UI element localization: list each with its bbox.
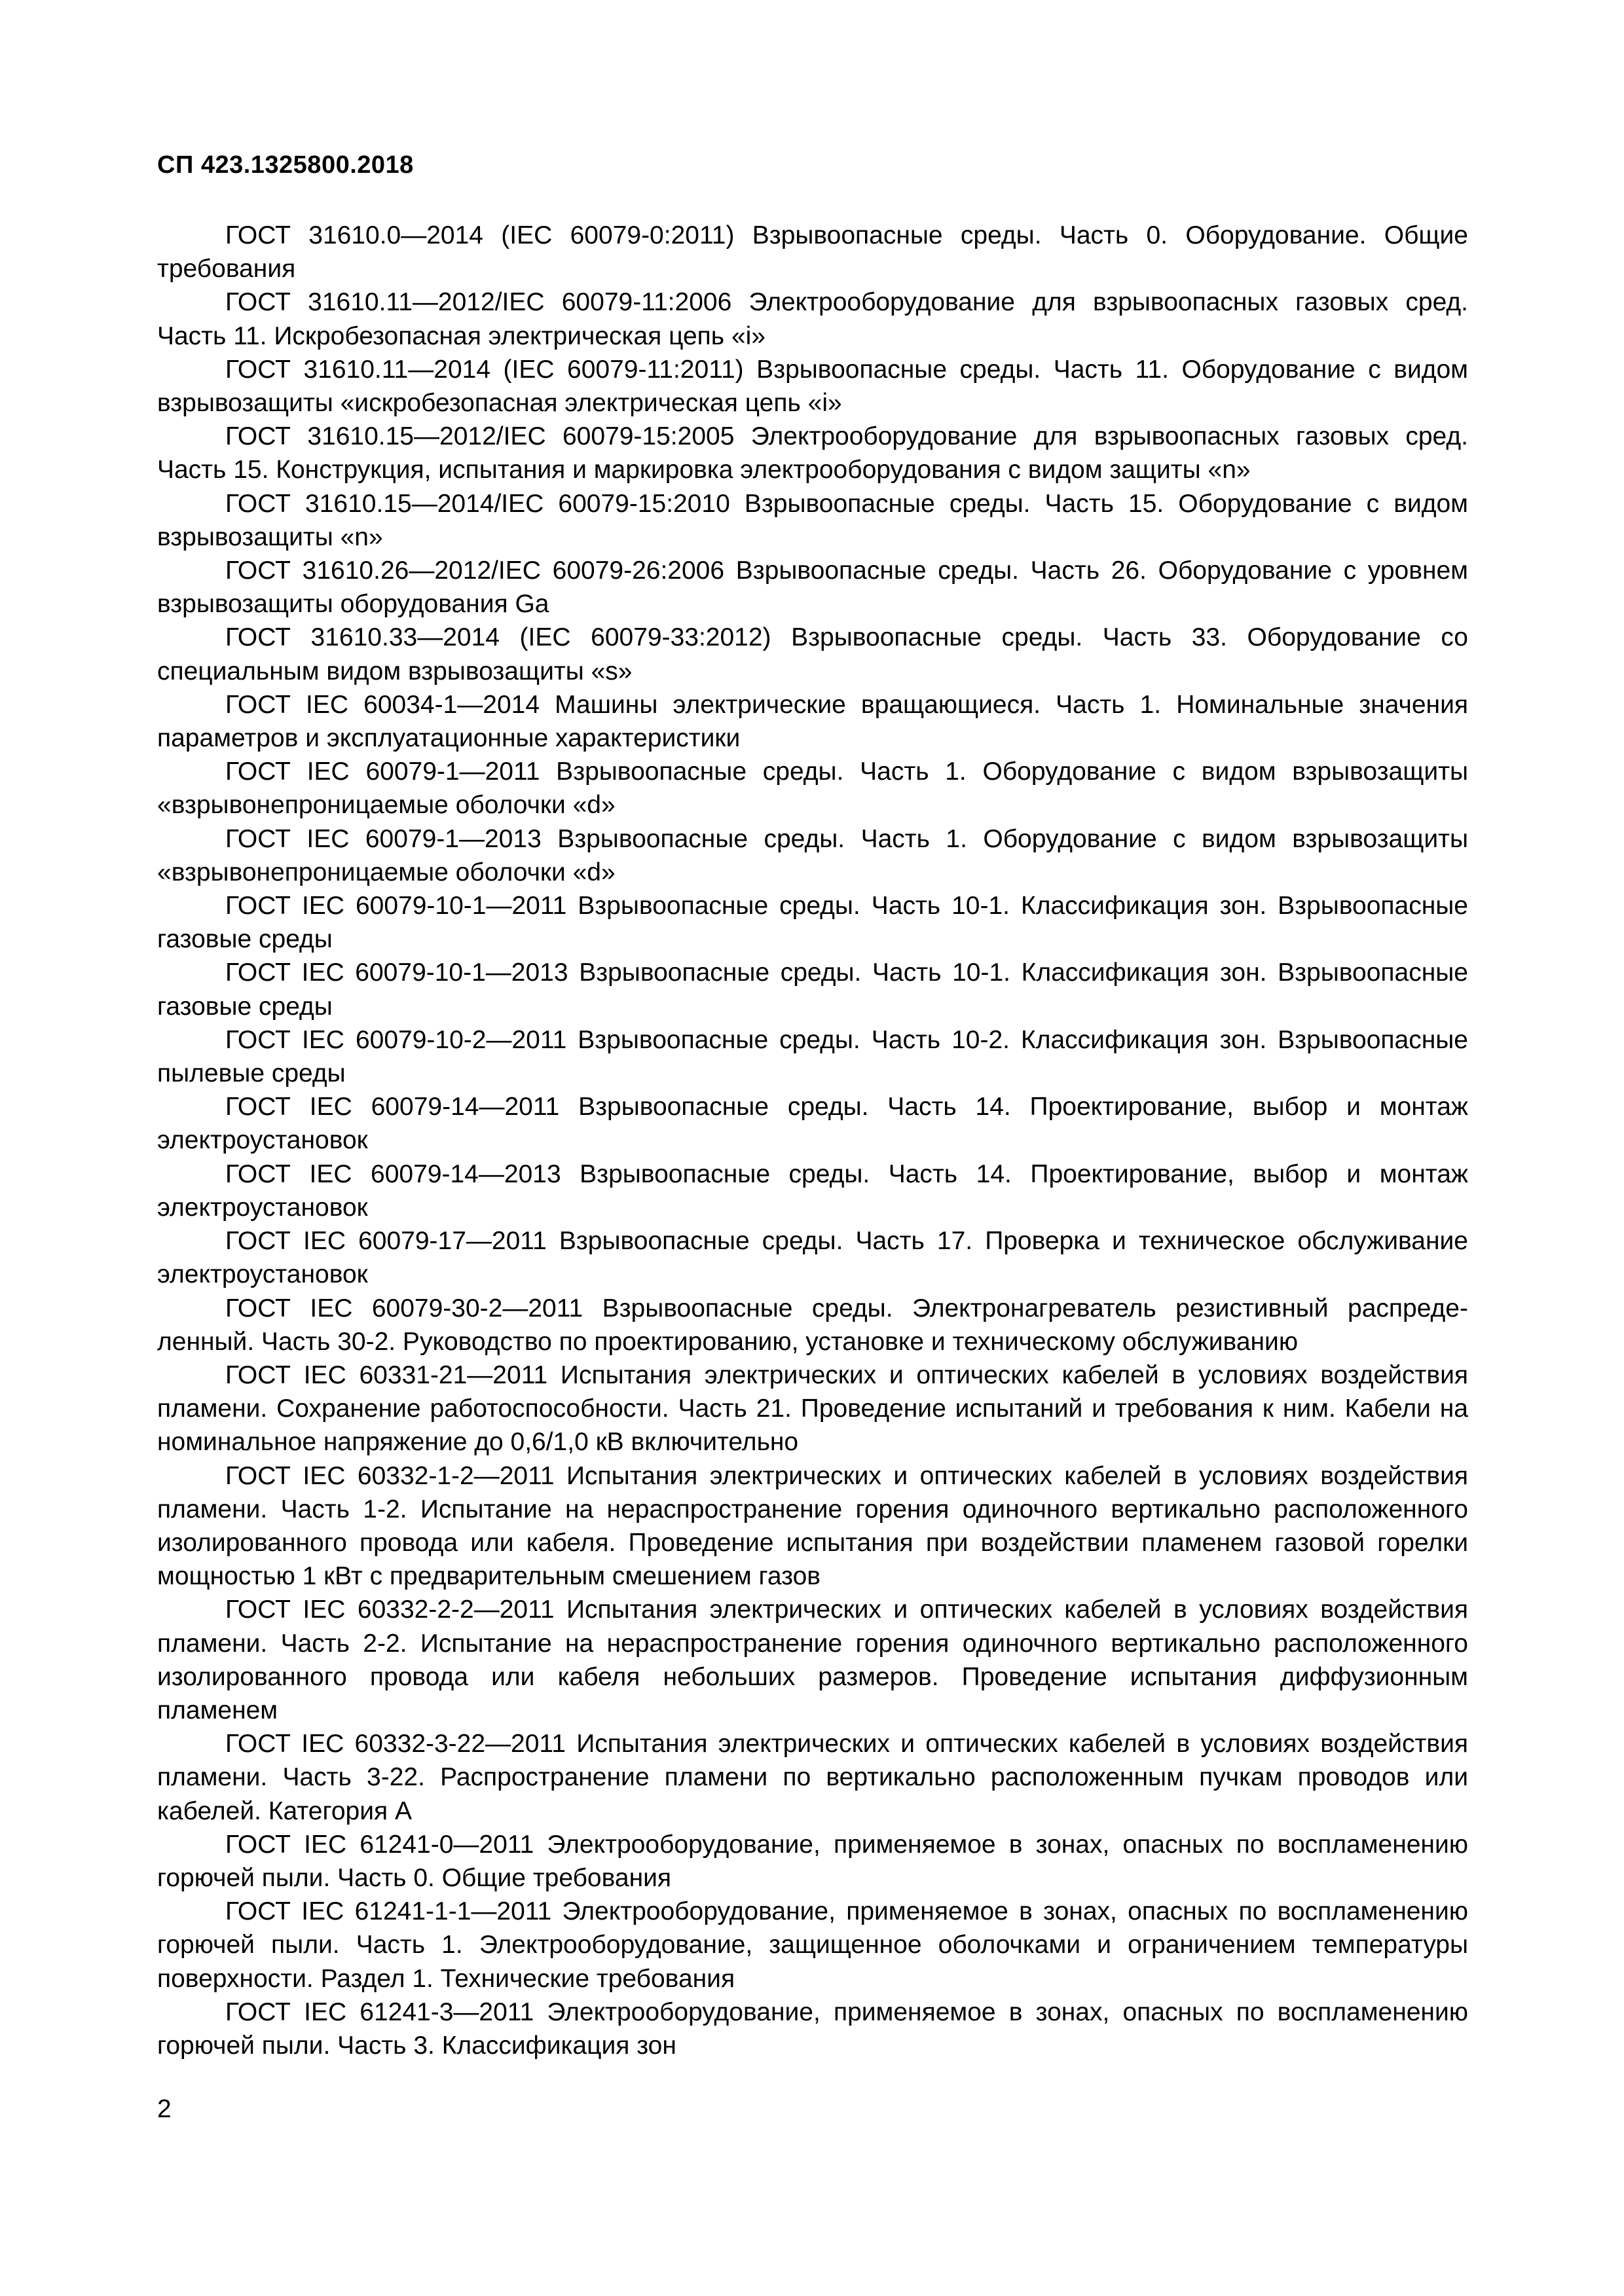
reference-entry: ГОСТ IEC 60332-1-2—2011 Испытания электрических и оптических кабелей в условиях воздействия пламени. Часть 1-2. Испытание на нераспространение горения одиночного вертикально расположенного изолированного провода или кабеля. Проведение испытания при воздействии пламенем газовой горелки мощностью 1 кВт с предварительным смешением газов (157, 1461, 1468, 1591)
reference-entry: ГОСТ IEC 60079-10-2—2011 Взрывоопасные среды. Часть 10-2. Классификация зон. Взрывоопасные пылевые среды (157, 1025, 1468, 1088)
reference-entry: ГОСТ 31610.26—2012/IEC 60079-26:2006 Взрывоопасные среды. Часть 26. Оборудование с уровнем взрывозащиты оборудования Ga (157, 556, 1468, 619)
reference-entry: ГОСТ IEC 60079-1—2013 Взрывоопасные среды. Часть 1. Оборудование с видом взрывозащиты «взрывонепроницаемые оболочки «d» (157, 824, 1468, 886)
reference-entry: ГОСТ IEC 60079-14—2013 Взрывоопасные среды. Часть 14. Проектирование, выбор и монтаж электроустановок (157, 1159, 1468, 1222)
reference-entry: ГОСТ 31610.33—2014 (IEC 60079-33:2012) Взрывоопасные среды. Часть 33. Оборудование со специальным видом взрывозащиты «s» (157, 623, 1468, 685)
reference-entry: ГОСТ 31610.15—2012/IEC 60079-15:2005 Электрооборудование для взрывоопасных газовых сред. Часть 15. Конструкция, испытания и маркировка электрооборудования с видом защиты «n» (157, 422, 1468, 484)
reference-entry: ГОСТ IEC 61241-3—2011 Электрооборудование, применяемое в зонах, опасных по воспламенению горючей пыли. Часть 3. Классификация зон (157, 1997, 1468, 2060)
reference-entry: ГОСТ IEC 60079-1—2011 Взрывоопасные среды. Часть 1. Оборудование с видом взрывозащиты «взрывонепроницаемые оболочки «d» (157, 757, 1468, 820)
reference-entry: ГОСТ IEC 60079-30-2—2011 Взрывоопасные среды. Электронагреватель резистивный распределенный. Часть 30-2. Руководство по проектированию, установке и техническому обслуживанию (157, 1294, 1468, 1356)
reference-entry: ГОСТ IEC 60079-10-1—2013 Взрывоопасные среды. Часть 10-1. Классификация зон. Взрывоопасные газовые среды (157, 958, 1468, 1021)
reference-entry: ГОСТ IEC 60034-1—2014 Машины электрические вращающиеся. Часть 1. Номинальные значения параметров и эксплуатационные характеристики (157, 690, 1468, 753)
reference-entry: ГОСТ IEC 61241-0—2011 Электрооборудование, применяемое в зонах, опасных по воспламенению горючей пыли. Часть 0. Общие требования (157, 1830, 1468, 1892)
reference-entry: ГОСТ 31610.0—2014 (IEC 60079-0:2011) Взрывоопасные среды. Часть 0. Оборудование. Общие требования (157, 221, 1468, 283)
document-code-header: СП 423.1325800.2018 (157, 151, 414, 179)
reference-entry: ГОСТ IEC 60331-21—2011 Испытания электрических и оптических кабелей в условиях воздействия пламени. Сохранение работоспособности. Часть 21. Проведение испытаний и требования к ним. Кабели на номинальное напряжение до 0,6/1,0 кВ включительно (157, 1360, 1468, 1457)
reference-entry: ГОСТ IEC 60079-10-1—2011 Взрывоопасные среды. Часть 10-1. Классификация зон. Взрывоопасные газовые среды (157, 892, 1468, 954)
reference-entry: ГОСТ IEC 60332-2-2—2011 Испытания электрических и оптических кабелей в условиях воздействия пламени. Часть 2-2. Испытание на нераспространение горения одиночного вертикально расположенного изолированного провода или кабеля небольших размеров. Проведение испытания диффузионным пламенем (157, 1595, 1468, 1724)
reference-entry: ГОСТ 31610.11—2012/IEC 60079-11:2006 Электрооборудование для взрывоопасных газовых сред. Часть 11. Искробезопасная электрическая цепь «i» (157, 288, 1468, 350)
reference-entry: ГОСТ IEC 60079-14—2011 Взрывоопасные среды. Часть 14. Проектирование, выбор и монтаж электроустановок (157, 1093, 1468, 1155)
reference-entry: ГОСТ IEC 61241-1-1—2011 Электрооборудование, применяемое в зонах, опасных по воспламенению горючей пыли. Часть 1. Электрооборудование, защищенное оболочками и ограничением температуры поверхности. Раздел 1. Технические требования (157, 1897, 1468, 1993)
reference-entry: ГОСТ IEC 60079-17—2011 Взрывоопасные среды. Часть 17. Проверка и техническое обслуживание электроустановок (157, 1227, 1468, 1289)
normative-references-list (157, 219, 1468, 2062)
reference-entry: ГОСТ IEC 60332-3-22—2011 Испытания электрических и оптических кабелей в условиях воздействия пламени. Часть 3-22. Распространение пламени по вертикально расположенным пучкам проводов или кабелей. Категория А (157, 1730, 1468, 1825)
page-number: 2 (157, 2095, 172, 2123)
reference-entry: ГОСТ 31610.15—2014/IEC 60079-15:2010 Взрывоопасные среды. Часть 15. Оборудование с видом взрывозащиты «n» (157, 489, 1468, 551)
reference-entry: ГОСТ 31610.11—2014 (IEC 60079-11:2011) Взрывоопасные среды. Часть 11. Оборудование с видом взрывозащиты «искробезопасная электрическая цепь «i» (157, 355, 1468, 418)
